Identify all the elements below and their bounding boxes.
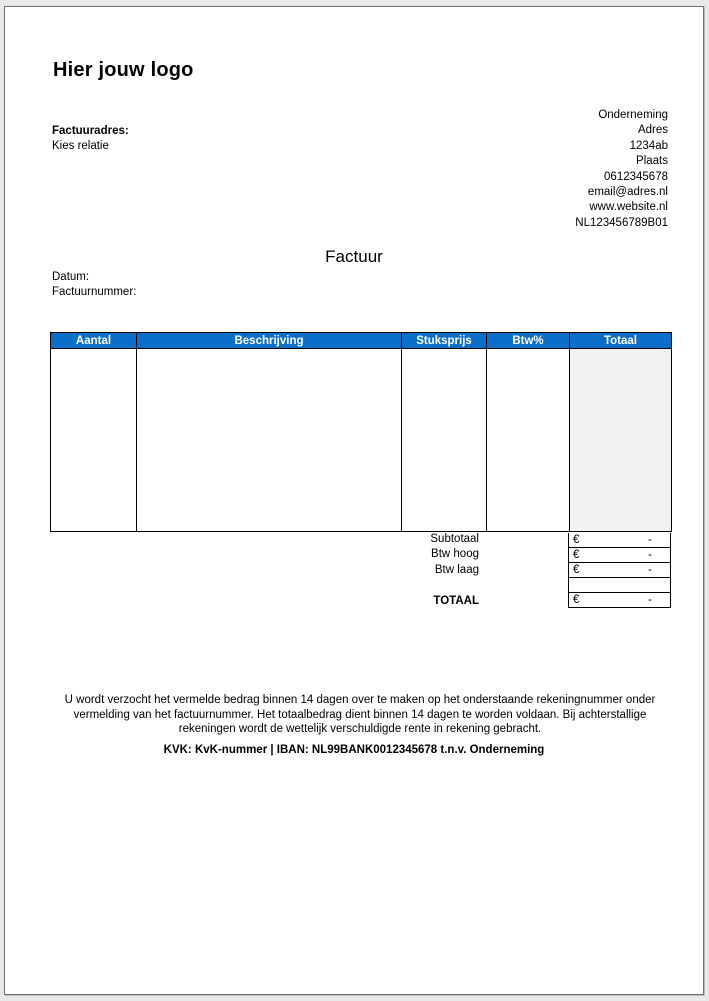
vat-low-label: Btw laag — [434, 564, 479, 576]
company-city: Plaats — [636, 155, 668, 168]
vat-low-value — [568, 563, 671, 578]
bank-details: KVK: KvK-nummer | IBAN: NL99BANK0012345678 t.n.v. Onderneming — [163, 744, 545, 756]
spacer-row — [568, 578, 671, 593]
billing-address-label: Factuuradres: — [52, 125, 129, 137]
table-row — [51, 349, 672, 532]
vat-high-value — [568, 548, 671, 563]
company-address: Adres — [637, 124, 668, 137]
vat-percent-cell[interactable] — [487, 349, 570, 532]
company-postcode: 1234ab — [629, 139, 668, 152]
company-name: Onderneming — [598, 109, 668, 121]
subtotal-amount: - — [648, 534, 652, 546]
grand-total-amount: - — [648, 594, 652, 606]
company-vat-number: NL123456789B01 — [575, 216, 668, 229]
column-header-description: Beschrijving — [137, 333, 402, 349]
description-cell[interactable] — [137, 349, 402, 532]
logo-placeholder: Hier jouw logo — [53, 59, 194, 81]
table-header-row — [51, 333, 672, 349]
currency-symbol: € — [573, 564, 580, 576]
billing-address — [52, 124, 129, 155]
company-details — [575, 108, 668, 231]
vat-high-amount: - — [648, 549, 652, 561]
column-header-vat-percent: Btw% — [487, 333, 570, 349]
currency-symbol: € — [573, 534, 580, 546]
grand-total-label: TOTAAL — [433, 595, 479, 607]
currency-symbol: € — [573, 549, 580, 561]
invoice-page — [4, 6, 704, 995]
company-website: www.website.nl — [589, 201, 668, 214]
column-header-quantity: Aantal — [51, 333, 137, 349]
subtotal-label: Subtotaal — [430, 533, 479, 545]
total-cell — [570, 349, 672, 532]
line-items-table — [50, 332, 672, 532]
column-header-unit-price: Stuksprijs — [402, 333, 487, 349]
column-header-total: Totaal — [570, 333, 672, 349]
payment-terms: U wordt verzocht het vermelde bedrag binnen 14 dagen over te maken op het onderstaande rekeningnummer onder vermelding van het factuurnummer. Het totaalbedrag dient binnen 14 dagen te worden voldaan. Bij achterstallige rekeningen wordt de wettelijk verschuldigde rente in rekening gebracht. — [64, 694, 656, 735]
quantity-cell[interactable] — [51, 349, 137, 532]
vat-low-amount: - — [648, 564, 652, 576]
grand-total-value — [568, 593, 671, 608]
date-label: Datum: — [52, 271, 90, 283]
vat-high-label: Btw hoog — [431, 548, 479, 560]
invoice-title: Factuur — [325, 247, 383, 266]
company-phone: 0612345678 — [604, 170, 668, 183]
subtotal-value — [568, 533, 671, 548]
billing-address-value[interactable]: Kies relatie — [52, 140, 109, 153]
invoice-meta — [52, 270, 136, 301]
company-email: email@adres.nl — [587, 185, 668, 198]
currency-symbol: € — [573, 594, 580, 606]
invoice-number-label: Factuurnummer: — [52, 286, 137, 299]
unit-price-cell[interactable] — [402, 349, 487, 532]
